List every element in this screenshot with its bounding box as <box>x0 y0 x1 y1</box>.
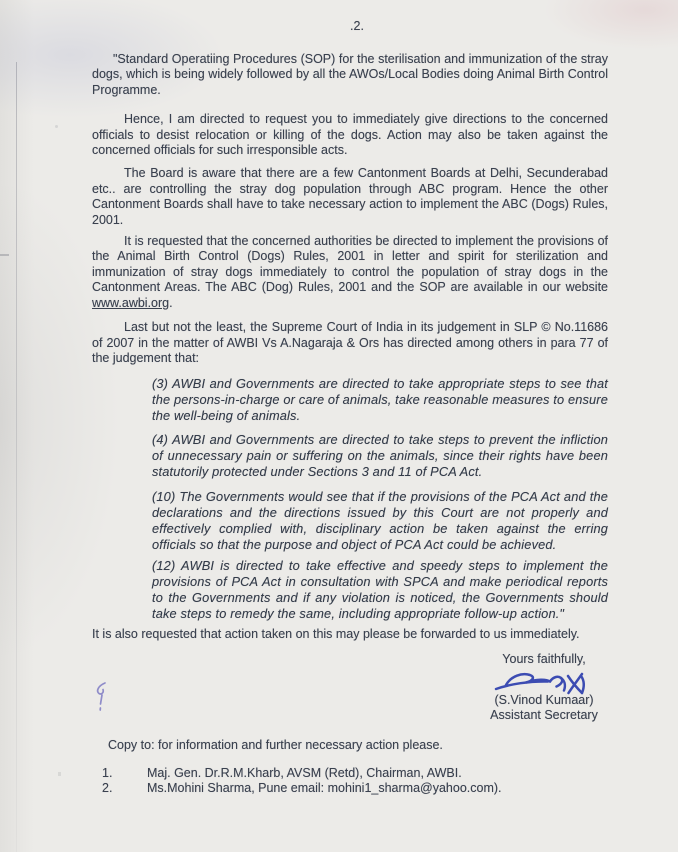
paragraph-sop-quote: "Standard Operatiing Procedures (SOP) for the sterilisation and immunization of the stray dogs, which is being widely followed by all the AWOs/Local Bodies doing Animal Birth Control Programme. <box>92 52 608 97</box>
paragraph-cantonment-boards: The Board is aware that there are a few Cantonment Boards at Delhi, Secunderabad etc.. are controlling the stray dog population through ABC program. Hence the other Cantonment Boards shall have to take necessary action to implement the ABC (Dogs) Rules, 2001. <box>92 166 608 227</box>
copy-to-heading: Copy to: for information and further necessary action please. <box>108 737 443 752</box>
paragraph-directions-request: Hence, I am directed to request you to immediately give directions to the concerned officials to desist relocation or killing of the dogs. Action may also be taken against the concerned officials for such irresponsible acts. <box>92 112 608 158</box>
signatory-name: (S.Vinod Kumaar) <box>494 692 594 707</box>
closing-paragraph: It is also requested that action taken on this may please be forwarded to us immediately. <box>92 627 580 642</box>
valediction: Yours faithfully, <box>502 651 586 666</box>
copy-item <box>92 781 608 796</box>
copy-item-number: 2. <box>102 780 113 795</box>
quote-para-12: (12) AWBI is directed to take effective and speedy steps to implement the provisions of PCA Act in consultation with SPCA and make periodical reports to the Governments and if any violation is noticed, the Governments should take steps to remedy the same, including appropriate follow-up action." <box>152 558 608 622</box>
quote-para-3: (3) AWBI and Governments are directed to take appropriate steps to see that the persons-in-charge or care of animals, take reasonable measures to ensure the well-being of animals. <box>152 376 608 424</box>
signature-scribble-icon <box>494 668 594 696</box>
copy-item-number: 1. <box>102 765 113 780</box>
paragraph-supreme-court: Last but not the least, the Supreme Court of India in its judgement in SLP © No.11686 of 2007 in the matter of AWBI Vs A.Nagaraja & Ors has directed among others in para 77 of the judgement that: <box>92 320 608 365</box>
quote-para-4: (4) AWBI and Governments are directed to take steps to prevent the infliction of unnecessary pain or suffering on the animals, since their rights have been statutorily protected under Sections 3 and 11 of PCA Act. <box>152 432 608 480</box>
page-number: .2. <box>350 19 364 33</box>
copy-to-block <box>92 738 608 796</box>
website-link: www.awbi.org <box>92 295 170 310</box>
paragraph-abc-rules-text: It is requested that the concerned authorities be directed to implement the provisions of the Animal Birth Control (Dogs) Rules, 2001 in letter and spirit for sterilization and immunization of stray dogs immediately to control the population of stray dogs in the Cantonment Areas. The ABC (Dog) Rules, 2001 and the SOP are available in our website <box>92 234 608 295</box>
copy-item <box>92 766 608 781</box>
copy-item-text: Maj. Gen. Dr.R.M.Kharb, AVSM (Retd), Chairman, AWBI. <box>147 765 462 780</box>
signoff-block <box>480 652 608 723</box>
copy-item-text: Ms.Mohini Sharma, Pune email: mohini1_sharma@yahoo.com). <box>147 780 502 795</box>
quote-para-10: (10) The Governments would see that if the provisions of the PCA Act and the declarations and the directions issued by this Court are not properly and effectively complied with, disciplinary action be taken against the erring officials so that the purpose and object of PCA Act could be achieved. <box>152 489 608 553</box>
copy-list <box>92 766 608 796</box>
signatory-title: Assistant Secretary <box>490 707 598 722</box>
paragraph-abc-rules-period: . <box>169 295 173 310</box>
paragraph-abc-rules-website <box>92 234 608 311</box>
